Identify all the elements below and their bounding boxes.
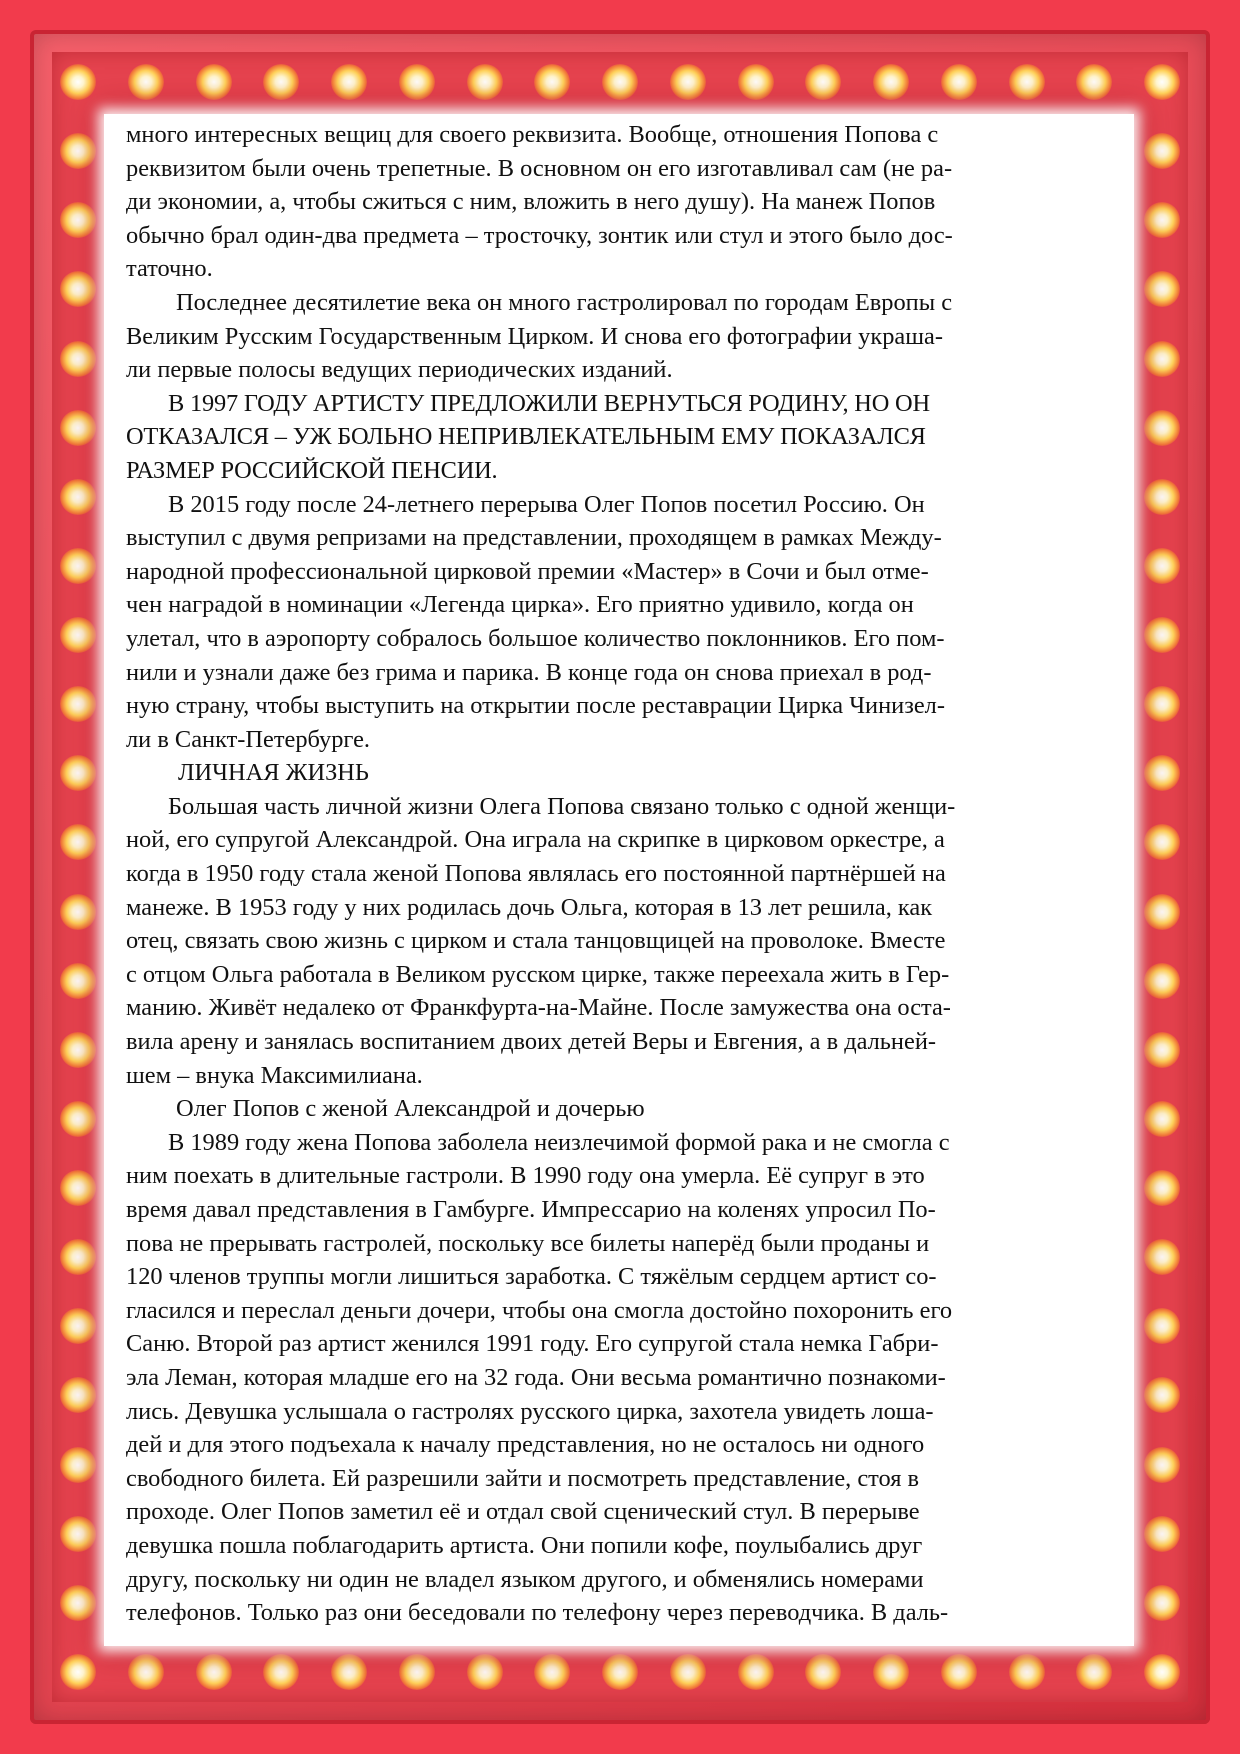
light-bulb-icon [1144, 1516, 1180, 1552]
light-bulb-icon [670, 1654, 706, 1690]
light-bulb-icon [873, 1654, 909, 1690]
paragraph-props [126, 118, 1114, 286]
light-bulb-icon [399, 64, 435, 100]
text-line: улетал, что в аэропорту собралось большое количество поклонников. Его пом- [126, 624, 945, 652]
light-bulb-icon [1144, 1239, 1180, 1275]
text-line: ним поехать в длительные гастроли. В 1990 году она умерла. Её супруг в это [126, 1162, 925, 1190]
light-bulb-icon [873, 64, 909, 100]
light-bulb-icon [534, 1654, 570, 1690]
text-line: таточно. [126, 255, 213, 283]
light-bulb-icon [60, 1170, 96, 1206]
paragraph-pension [126, 387, 1114, 488]
text-line: ли первые полосы ведущих периодических изданий. [126, 356, 673, 384]
text-line: эла Леман, которая младше его на 32 года. Они весьма романтично познакоми- [126, 1363, 946, 1391]
light-bulb-icon [196, 64, 232, 100]
section-heading-personal-life [126, 756, 1114, 790]
paragraph-second-marriage [126, 1126, 1114, 1630]
light-bulb-icon [1009, 64, 1045, 100]
light-bulb-icon [60, 686, 96, 722]
light-bulb-icon [941, 1654, 977, 1690]
text-line: Олег Попов с женой Александрой и дочерью [176, 1095, 645, 1123]
light-bulb-icon [60, 894, 96, 930]
text-line: Большая часть личной жизни Олега Попова связано только с одной женщи- [168, 792, 956, 820]
light-bulb-icon [805, 64, 841, 100]
light-bulb-icon [1144, 479, 1180, 515]
light-bulb-icon [60, 341, 96, 377]
text-line: много интересных вещиц для своего реквизита. Вообще, отношения Попова с [126, 121, 939, 148]
light-bulb-icon [60, 963, 96, 999]
text-line: обычно брал один-два предмета – тросточку, зонтик или стул и этого было дос- [126, 221, 953, 249]
light-bulb-icon [1144, 341, 1180, 377]
light-bulb-icon [602, 1654, 638, 1690]
text-line: В 1989 году жена Попова заболела неизлечимой формой рака и не смогла с [168, 1128, 950, 1156]
light-bulb-icon [1144, 202, 1180, 238]
light-bulb-icon [1076, 64, 1112, 100]
text-line: когда в 1950 году стала женой Попова являлась его постоянной партнёршей на [126, 860, 946, 888]
light-bulb-icon [1144, 963, 1180, 999]
light-bulb-icon [467, 64, 503, 100]
paragraph-tours [126, 286, 1114, 387]
light-bulb-icon [1144, 64, 1180, 100]
text-line: ОТКАЗАЛСЯ – УЖ БОЛЬНО НЕПРИВЛЕКАТЕЛЬНЫМ ЕМУ ПОКАЗАЛСЯ [126, 423, 926, 451]
text-line: свободного билета. Ей разрешили зайти и посмотреть представление, стоя в [126, 1464, 920, 1492]
text-line: В 2015 году после 24-летнего перерыва Олег Попов посетил Россию. Он [168, 490, 925, 518]
light-bulb-icon [941, 64, 977, 100]
paragraph-family [126, 790, 1114, 1092]
light-bulb-icon [1144, 1654, 1180, 1690]
text-line: вила арену и занялась воспитанием двоих детей Веры и Евгения, а в дальней- [126, 1028, 936, 1056]
text-line: другу, поскольку ни один не владел языком другого, и обменялись номерами [126, 1565, 924, 1593]
text-line: РАЗМЕР РОССИЙСКОЙ ПЕНСИИ. [126, 456, 498, 484]
light-bulb-icon [738, 1654, 774, 1690]
text-line: отец, связать свою жизнь с цирком и стала танцовщицей на проволоке. Вместе [126, 927, 946, 955]
light-bulb-icon [1144, 1032, 1180, 1068]
light-bulb-icon [670, 64, 706, 100]
light-bulb-icon [1144, 617, 1180, 653]
light-bulb-icon [1009, 1654, 1045, 1690]
light-bulb-icon [805, 1654, 841, 1690]
text-line: манеже. В 1953 году у них родилась дочь Ольга, которая в 13 лет решила, как [126, 893, 933, 921]
light-bulb-icon [1144, 133, 1180, 169]
light-bulb-icon [60, 1101, 96, 1137]
light-bulb-icon [60, 1239, 96, 1275]
light-bulb-icon [263, 1654, 299, 1690]
light-bulb-icon [1076, 1654, 1112, 1690]
light-bulb-icon [60, 1654, 96, 1690]
light-bulb-icon [263, 64, 299, 100]
text-line: гласился и переслал деньги дочери, чтобы она смогла достойно похоронить его [126, 1296, 953, 1324]
text-line: девушка пошла поблагодарить артиста. Они попили кофе, поулыбались друг [126, 1531, 923, 1559]
light-bulb-icon [1144, 1101, 1180, 1137]
text-line: ди экономии, а, чтобы сжиться с ним, вложить в него душу). На манеж Попов [126, 188, 936, 216]
text-line: ЛИЧНАЯ ЖИЗНЬ [178, 759, 369, 787]
light-bulb-icon [1144, 1447, 1180, 1483]
text-line: время давал представления в Гамбурге. Импрессарио на коленях упросил По- [126, 1196, 936, 1223]
text-line: чен наградой в номинации «Легенда цирка». Его приятно удивило, когда он [126, 591, 914, 619]
light-bulb-icon [60, 410, 96, 446]
document-text [126, 118, 1114, 1630]
light-bulb-icon [60, 617, 96, 653]
text-line: Великим Русским Государственным Цирком. И снова его фотографии украша- [126, 322, 943, 350]
text-line: ную страну, чтобы выступить на открытии после реставрации Цирка Чинизел- [126, 692, 945, 720]
light-bulb-icon [128, 1654, 164, 1690]
light-bulb-icon [60, 1032, 96, 1068]
light-bulb-icon [331, 1654, 367, 1690]
light-bulb-icon [1144, 894, 1180, 930]
text-line: Последнее десятилетие века он много гастролировал по городам Европы с [176, 288, 953, 316]
text-line: ной, его супругой Александрой. Она играла на скрипке в цирковом оркестре, а [126, 826, 945, 854]
text-line: пова не прерывать гастролей, поскольку все билеты наперёд были проданы и [126, 1229, 930, 1257]
light-bulb-icon [196, 1654, 232, 1690]
text-line: реквизитом были очень трепетные. В основном он его изготавливал сам (не ра- [126, 154, 953, 182]
light-bulb-icon [60, 479, 96, 515]
light-bulb-icon [331, 64, 367, 100]
text-line: Саню. Второй раз артист женился 1991 году. Его супругой стала немка Габри- [126, 1330, 939, 1358]
light-bulb-icon [60, 1447, 96, 1483]
text-line: выступил с двумя репризами на представлении, проходящем в рамках Между- [126, 524, 942, 552]
paragraph-2015-visit [126, 488, 1114, 757]
light-bulb-icon [128, 64, 164, 100]
light-bulb-icon [467, 1654, 503, 1690]
light-bulb-icon [60, 202, 96, 238]
light-bulb-icon [602, 64, 638, 100]
text-line: телефонов. Только раз они беседовали по телефону через переводчика. В даль- [126, 1599, 949, 1627]
light-bulb-icon [1144, 548, 1180, 584]
light-bulb-icon [60, 133, 96, 169]
photo-caption [126, 1092, 1114, 1126]
light-bulb-icon [1144, 686, 1180, 722]
text-line: дей и для этого подъехала к началу представления, но не осталось ни одного [126, 1431, 925, 1459]
text-line: 120 членов труппы могли лишиться заработка. С тяжёлым сердцем артист со- [126, 1263, 937, 1291]
light-bulb-icon [60, 548, 96, 584]
light-bulb-icon [1144, 1585, 1180, 1621]
text-line: шем – внука Максимилиана. [126, 1061, 423, 1089]
text-line: с отцом Ольга работала в Великом русском цирке, также переехала жить в Гер- [126, 960, 950, 988]
text-line: манию. Живёт недалеко от Франкфурта-на-Майне. После замужества она оста- [126, 994, 951, 1022]
text-line: народной профессиональной цирковой премии «Мастер» в Сочи и был отме- [126, 557, 929, 585]
light-bulb-icon [60, 1585, 96, 1621]
light-bulb-icon [1144, 1170, 1180, 1206]
light-bulb-icon [60, 1516, 96, 1552]
light-bulb-icon [399, 1654, 435, 1690]
light-bulb-icon [60, 64, 96, 100]
light-bulb-icon [1144, 410, 1180, 446]
text-line: В 1997 ГОДУ АРТИСТУ ПРЕДЛОЖИЛИ ВЕРНУТЬСЯ РОДИНУ, НО ОН [168, 389, 930, 417]
text-line: ли в Санкт-Петербурге. [126, 725, 370, 753]
light-bulb-icon [738, 64, 774, 100]
text-line: нили и узнали даже без грима и парика. В конце года он снова приехал в род- [126, 658, 932, 686]
text-line: лись. Девушка услышала о гастролях русского цирка, захотела увидеть лоша- [126, 1397, 934, 1425]
light-bulb-icon [534, 64, 570, 100]
text-line: проходе. Олег Попов заметил её и отдал свой сценический стул. В перерыве [126, 1498, 920, 1526]
